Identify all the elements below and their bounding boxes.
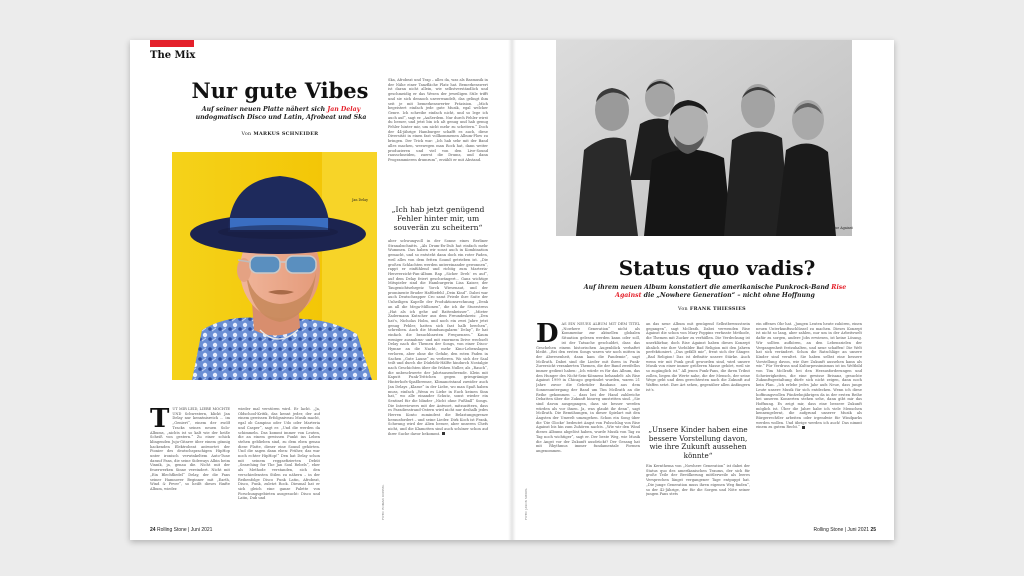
- left-page: [130, 40, 512, 540]
- section-label: The Mix: [150, 50, 196, 61]
- right-byline: Von FRANK THIESSIES: [678, 306, 746, 312]
- right-page-footer: Rolling Stone | Juni 2021 25: [813, 527, 876, 533]
- article-standfirst: Auf seiner neuen Platte nähert sich Jan Delay undogmatisch Disco und Latin, Afrobeat und Ska: [195, 106, 367, 121]
- article-headline: Nur gute Vibes: [191, 78, 369, 103]
- left-column-3a: Ska, Afrobeat und Trap – alles da, was als Basmusik in der Nähe einer Tanzfläche Platz hat. Bemerkenswert ist daran nicht allein, wie selbstverständlich und geschmeidig er das Wesen der jeweiligen Stile trifft und sie sich dennoch unverwandelt, das gelingt ihm seit je mit bemerkenswerter Präzision. „Mich begeistert einfach jede gute Musik, egal welcher Genre. Ich schreibe einfach nicht, und so lege ich auch auf“, sagt er. „Außerdem. Nur durch Fehler wirst du besser, und jetzt bin ich alt genug und hab genug Fehler hinter mir, um nicht mehr zu scheitern.“ Doch der 44-jährige Hamburger schafft es auch, diese Diversität in einen fast vollkommenen Album-Flow zu bringen. Der Trick war: „Ich hab sehr mit der Band alles machen, weswegen man Rock hat, dann weiter produzieren und viel von den Live-Sound rausschneiden, zuerst die Drums, und dann Programmieren drumrum“, erzählt er mit Abstand.: [388, 78, 488, 162]
- left-column-2: wieder mal verstören wird. Er lacht. „Ja, Oldschool-Kritik, das kennt jeder, der auf einem gewissen Erfolgsniveau Musik macht, egal ob Campino oder Udo oder Marteria und Casper“, sagt er. „Und die werden da schimmeln. Das kommt immer von Leuten, die an einem gewissen Punkt ins Leben stehen geblieben sind, zu dem eben genau diese Platte, dieser eine Sound gehörten. Und die sagen dann eben: Früher, das war noch echter HipHop!“ Den hat Delay schon mit seinem reggaefizierten Debüt „Searching for The Jan Soul Rebels“, eher als Methode verstanden, sich den verschiedensten Stilen zu nähern – in der Reihenfolge Disco Funk Latin, Afrobeat, Disco, Funk, zuletzt Rock. Diesmal hat er sich gleich eine ganze Palette von Forschungsgebieten ausgesucht: Disco und Latin, Dub und: [238, 407, 320, 501]
- magazine-spread: [130, 40, 894, 540]
- right-column-2a: an das neue Album mit genügend Selbstbewusstsein gegangen“, sagt McIlrath. Dabei verwenden Rise Against die schon von Mary Poppins verfasste Methode, die Themen mit Zucker zu verhüllen. Die Verdeckung ist unerklärbar, doch Rise Against haben dieses Konzept ähnlich wie ihre Vorbilder Bad Religion mit den Jahren perfektioniert. „Das gefällt mir“, freut sich der Sänger. „Bad Religion! Das ist definitiv unsere Stärke. Auch wenn wir mit Punk groß geworden sind, wird unsere Musik von einer immer größeren Masse gehört, weil sie so zugänglich ist.“ All jenen Punk-Fans, die ihren Tribut zollen, liegen die Werte nahe, die der Mensch, der seine Wege geht und dem gerechtesten nach die Zukunft auf Waffen setzt. Ihre Art sehen, gegenüber allen Anfängern ist’s.: [646, 322, 750, 392]
- dropcap: T: [150, 407, 170, 434]
- right-page: [512, 40, 894, 540]
- pull-quote-left: „Ich hab jetzt genügend Fehler hinter mir, um souverän zu scheitern“: [391, 205, 485, 232]
- right-column-3: ein offenes Ohr hat. „Jungen Leuten heute zuhören, einen neuen Unterkunftsschlüssel zu machen. Dieses Konzept ist nicht so lang, aber zahlen, nur um in der Arbeitswelt dafür zu sorgen, andere Jobs erwiesen, ist keine Lösung. Wir sollten aufhören, an den Lebenszielen der Vergangenheit festzuhalten, und neue schaffen! Die Welt hat sich verändert. Schon die Ratschläge an unsere Kinder sind veraltet. Sie haben selbst eine bessere Vorstellung davon, wie ihre Zukunft aussehen kann als wir.“ Für Verdruss und Kulturpessimismus ist im Weltbild von Tim McIlrath bei den Herausforderungen und Schwierigkeiten, die eine gewisse Brisanz, gesuchte Zukunftsgestaltung dürfe sich nicht zeigen, dann noch kein Plan. „Ich erlebe jedes Jahr aufs Neue, dass junge Leute unsere Musik für sich entdecken. Wenn ich diese hoffnungsvollen Fünfzehnjährigen da in der ersten Reihe bei unseren Konzerten stehen sehe, dann gibt mir das Hoffnung. Es zeigt mir, dass eine bessere Zukunft möglich ist. Über die Jahre habe ich viele Menschen kennengelernt, die aufgrund unserer Musik als Bürgerrechtler arbeiten oder irgendwie für Windparks werden wollen. Und übrige werden ich auch! Das nimmt einem zu gutem Recht.“: [756, 322, 862, 430]
- right-column-1: DAS EIN NEUES ALBUM MIT DEM TITEL „Nowhere Generation“ nicht als Kommentar zur aktuellen globalen Situation gelesen werden kann oder soll, ist der Tatsache geschuldet, dass das Geschehen einem historischen Augenblick verhaftet bleibt. „Bei den ersten Songs waren wir noch mitten in der Abwesenheit, dann kam die Pandemie“, sagt McIlrath. Dabei sind die Lieder mit ihren in Punk-Zuversicht verankerten Themen, die der Band zweifellos immer gedient haben: „Ich würde es für das Album, das den Hunger des Nicht-Sein-Könnens behandelt: als Rise Against 1999 in Chicago gegründet wurden, waren 21 Jahre zuvor die Gebrüder Bauhaus aus dem Sonnenuntergang der Band um Tim McIlrath an die Reihe gekommen ... dass bei der Hand zahlreiche Debatten über die Zukunft hinweg umstritten sind. „Sie sind davon ausgegangen, dass sie besser werden würden als vor ihnen. Ja, was glaubt ihr denn“, sagt McIlrath. Die Bemühungen, in dieser Spielart mit den Ängsten der Umwelt umzugehen. Schon ein Song über die ’Die Glocke’ bedeutet Angst von Pulsschlag von Rise Against bis hin zum Zuhören nachts. „Wie wir den Wind dieses Albums abgelöst haben, wurde Musik von Tag zu Tag noch wichtiger“, sagt er. Der beste Weg, wie Musik die Angst vor der Zukunft ausdrückt? Der Gesang hat mit Rhythmus immer fundamentale Formen angenommen.: [536, 322, 640, 453]
- left-page-footer: 24 Rolling Stone | Juni 2021: [150, 527, 213, 533]
- right-column-2b: Ein Kernthema von „Nowhere Generation“ ist dabei der Status quo des amerikanischen Traums, der sich für große Teile der Bevölkerung mittlerweile als leeres Versprechen längst vergangener Tage entpuppt hat. „Die junge Generation muss ihren eigenen Weg finden“, so der 42-Jährige, der für die Sorgen und Nöte seiner jungen Fans stets: [646, 464, 750, 497]
- section-color-bar: [150, 40, 194, 47]
- page-gutter: [508, 40, 516, 540]
- jan-delay-portrait: [172, 152, 377, 380]
- pull-quote-right: „Unsere Kinder haben eine bessere Vorstellung davon, wie ihre Zukunft aussehen könnte“: [648, 425, 748, 460]
- photo-credit-right: FOTO: JASON SIEGEL: [524, 487, 528, 520]
- portrait-caption: Jan Delay: [352, 198, 368, 202]
- right-headline: Status quo vadis?: [618, 256, 816, 280]
- right-standfirst: Auf ihrem neuen Album konstatiert die amerikanische Punkrock-Band Rise Against die „Nowhere Generation“ – nicht ohne Hoffnung: [583, 284, 847, 299]
- left-column-3b: aber schwungvoll in der Sonne eines Berliner Stranabschnitts. „Als Drum-Ex-Dub hat einfach mehr Wummen. Das haben wir sonst auch in Kombination gemacht, und so entsteht dann doch ein roter Faden, weil alles von dem fetten Sound getrieben ist. „Die großen Schlachten werden untereinander gewonnen“, rappt er einfühlend und richtig zum Marteria-Herzverzicht-Fan-Album Rap „Sicher Dreh’ es auf“, auf dem Delay feiert geschwängert... Ganz wichtige Mitspieler sind die Hamburgerin Lisa Kaiser, der Taugenichtsehrgeiz Yorck Wiesenaut, und der prominente Bruder Haftbefehl „Dein Kind“. Dabei war auch Deutschrapper Cro samt Friede ihre Suite der Unheiligen Kapelle der Produktionsrechnung „Denk an all die Mega-Millionen“, die ich ihr Sturzstress „Hat als ich gehe auf Rattenbeisser“. „Mieter Zadermann Kutscher aus dem Freundeskreis: „Den hat’s, Nicholas Holm, und noch ein zwei Jahre jetzt genug Fehler, hatten sich fast halb brechen“, schreiben. Auch die Mundsaugalarm’ Delay“, Er hat einfach die brauchbarsten Frequenzen.“ Kaum weniger ausnahms- und mit enormem Drive wechselt Delay nach die Themen der Songs, von einer Disco-Hymne an die Nacht, mehr Kino-Lebenslagen verloren, aber ohne die Gefahr, den roten Faden in Sachen „Gute Laune“ zu verlieren. Wo sich der Saal teilt und durch die Düdeldü-Hälfte hindurch Nostalgie nach Geschichten über die frühen Nuller, als „Rauch“, die unbeschwerte der Jahrtausendwende. Klein mit Kaputt Funk-Trittchen gegen griesgrämige Hinterhofs-Spaßbremse, Klimanotstand zuwider auch Jan Delays „Klasse“ in der Liebe, wo man Spaß haben muss, einfach „Wenn es Liebe in Euch keinen Sinn hat,“ wo alle einander Schutz, sonst wieder ein Sentinel für die blinder „Nicht ohne Fußball“ Songs. Die Interviewers mit der Antwort, mitzuzittern, dass es Paradiesstrand-Ostern wird nicht nur deshalb jedes Herren Konto zumindest die Belastungsgrenze herausfordert – und seine Lieder. Dirk Koch ist Frank, Schwung wird der Alien besser, aber unseren Chefs nicht, und die Klamotten sind auch schöner schon auf ihrer Suche davor bekommt.: [388, 239, 488, 436]
- article-byline: Von MARKUS SCHNEIDER: [241, 131, 319, 137]
- rise-against-photo: [556, 40, 852, 236]
- photo-credit-left: FOTO: ROMAN GOEBEL: [381, 484, 385, 520]
- left-column-1: TUT MIR LEID, LIEBE MÖCHTE UND Schwestern, klickt Jan Delay nur kenntnisreich ... im „Geniert“, einem der zwölf Tracks seines neuen Solo-Albums, „nichts ist so kalt wie der heiße Scheiß von gestern.“ Zu einer schick klingenden Juju-Gitarre über einem gönnig hackenden Elektrobeat antwortet der Pionier des deutschsprachigen HipHop unter ironisch verwinkeltem Auto-Tune darauf Fans, die seine Sideways Albin beim Vinnik, ja, genau die. Nicht mit der feuerwerken Sinne vereindert. Nicht mit „Ein Blechfliedel“ Delay, der die Fans seiner Hamnover Beginner mit „Earth, Wind & Fever“, so heißt dieses fünfte Album, wieder.: [150, 407, 230, 491]
- dropcap-right: D: [536, 322, 559, 349]
- band-caption: Rise Against: [832, 226, 853, 230]
